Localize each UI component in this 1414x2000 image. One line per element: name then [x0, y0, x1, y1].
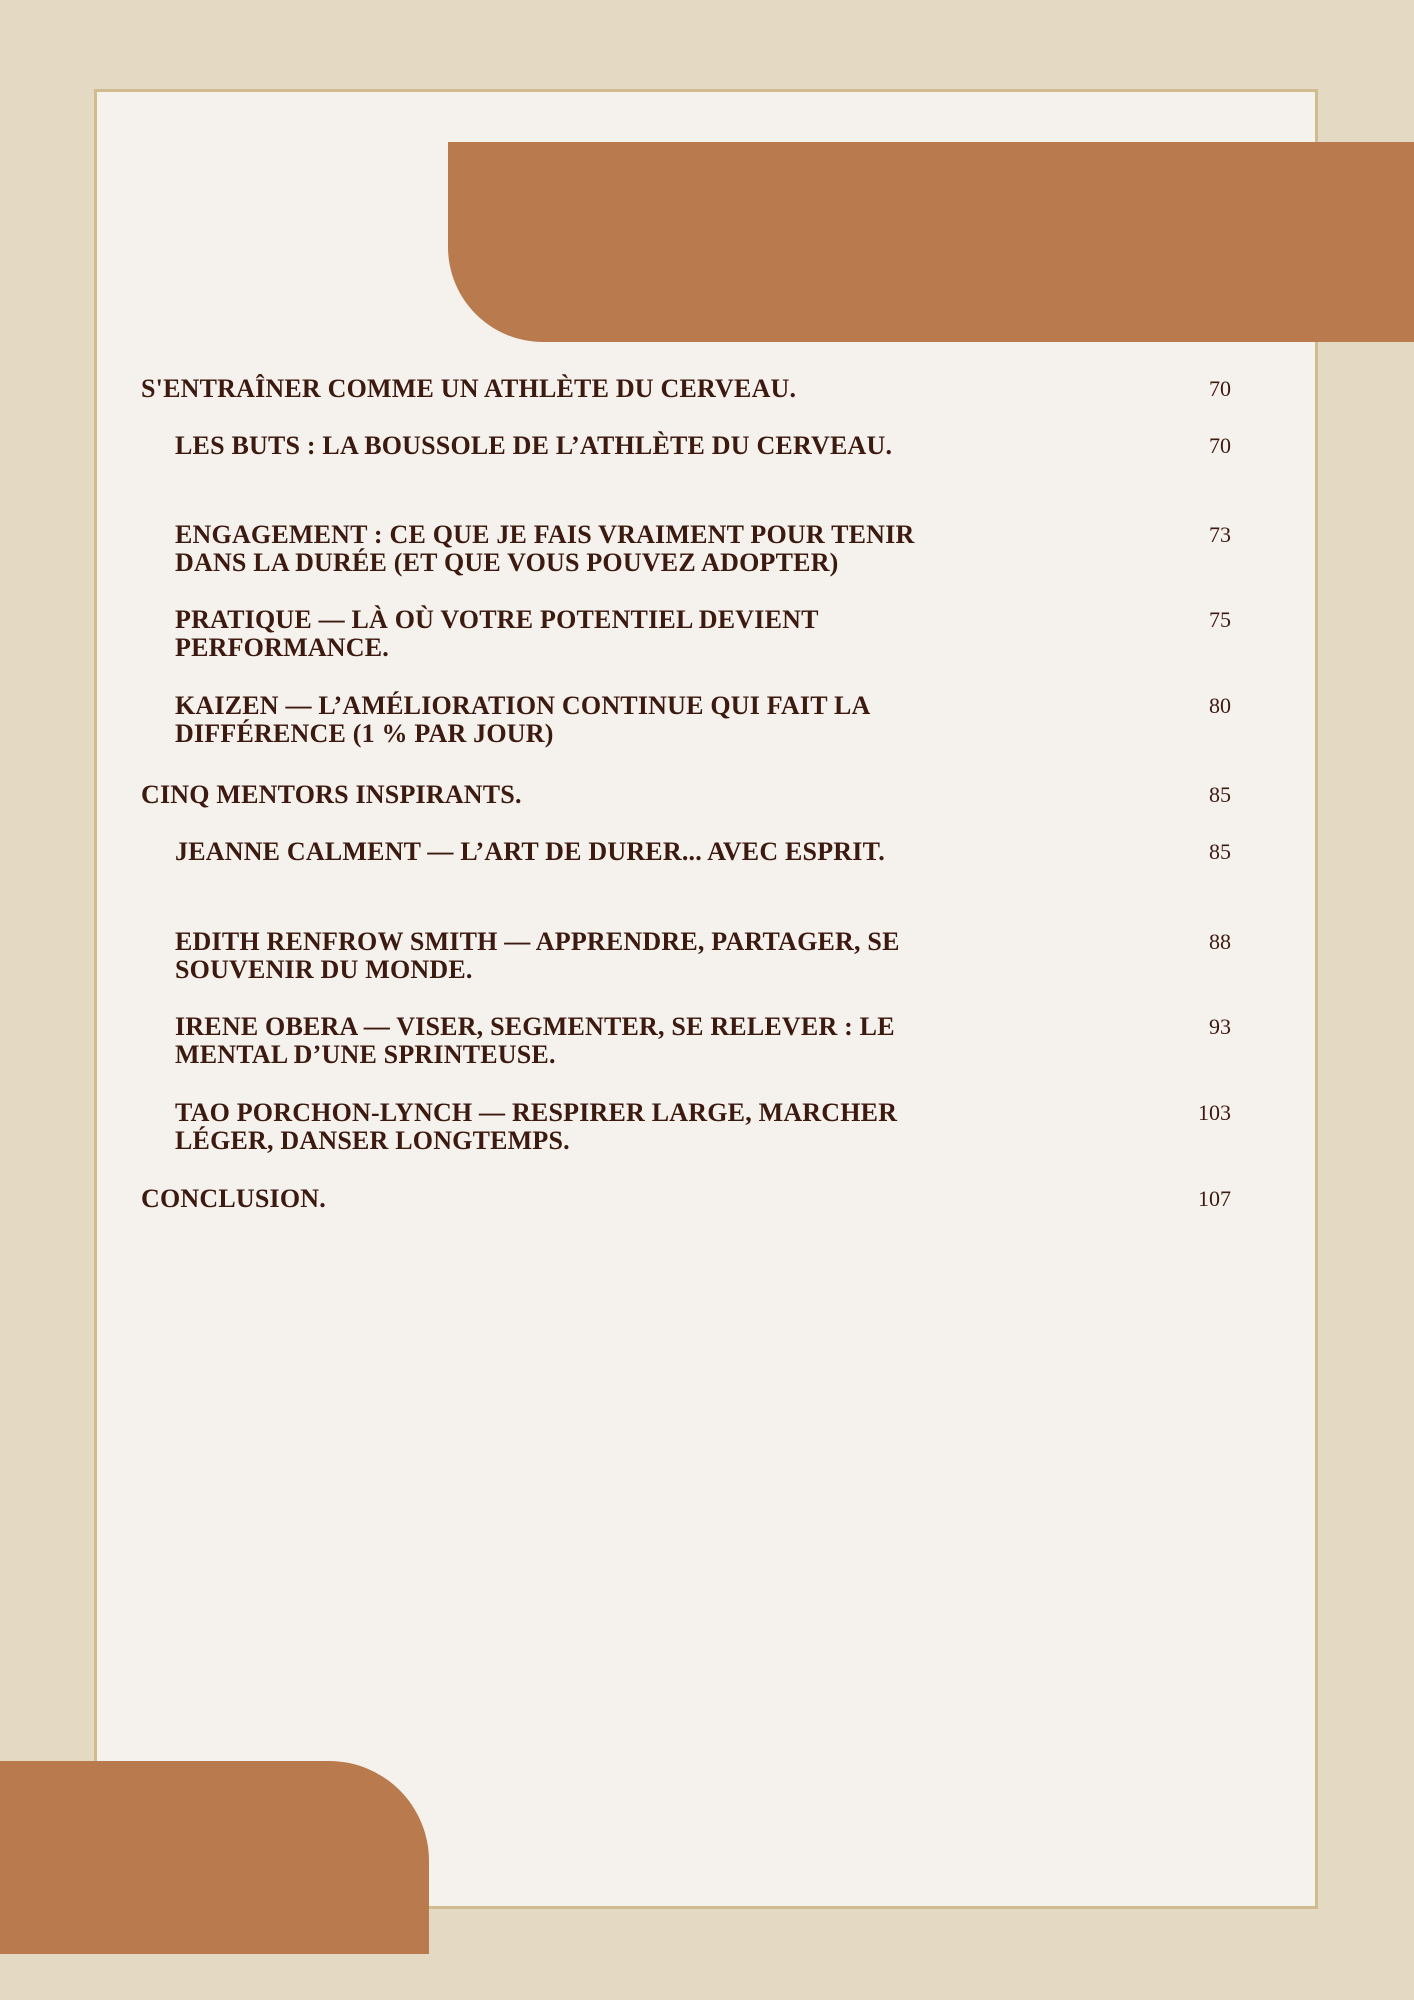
toc-entry-title: CONCLUSION.	[141, 1184, 326, 1213]
page-frame	[94, 89, 1318, 1909]
toc-entry-title: ENGAGEMENT : CE QUE JE FAIS VRAIMENT POUR TENIR DANS LA DURÉE (ET QUE VOUS POUVEZ ADOPTER)	[175, 520, 915, 577]
toc-entry-title: JEANNE CALMENT — L’ART DE DURER... AVEC ESPRIT.	[175, 837, 885, 866]
toc-entry-title: IRENE OBERA — VISER, SEGMENTER, SE RELEVER : LE MENTAL D’UNE SPRINTEUSE.	[175, 1012, 895, 1069]
toc-entry-page: 88	[1209, 929, 1231, 954]
toc-entry-page: 70	[1209, 376, 1231, 401]
toc-entry-page: 107	[1198, 1186, 1231, 1211]
toc-entry-page: 93	[1209, 1014, 1231, 1039]
toc-entry-title: CINQ MENTORS INSPIRANTS.	[141, 780, 522, 809]
toc-entry-title: EDITH RENFROW SMITH — APPRENDRE, PARTAGER, SE SOUVENIR DU MONDE.	[175, 927, 900, 984]
decorative-banner-bottom	[0, 1761, 429, 1954]
toc-entry-title: S'ENTRAÎNER COMME UN ATHLÈTE DU CERVEAU.	[141, 374, 797, 403]
toc-entry-title: KAIZEN — L’AMÉLIORATION CONTINUE QUI FAIT LA DIFFÉRENCE (1 % PAR JOUR)	[175, 691, 870, 748]
toc-entry-page: 103	[1198, 1100, 1231, 1125]
toc-entry-title: TAO PORCHON-LYNCH — RESPIRER LARGE, MARCHER LÉGER, DANSER LONGTEMPS.	[175, 1098, 898, 1155]
toc-entry-title: PRATIQUE — LÀ OÙ VOTRE POTENTIEL DEVIENT PERFORMANCE.	[175, 605, 819, 662]
toc-entry-page: 85	[1209, 782, 1231, 807]
toc-entry-page: 80	[1209, 693, 1231, 718]
toc-entry-page: 70	[1209, 433, 1231, 458]
decorative-banner-top	[448, 142, 1414, 342]
toc-entry-page: 75	[1209, 607, 1231, 632]
toc-entry-page: 73	[1209, 522, 1231, 547]
toc-entry-title: LES BUTS : LA BOUSSOLE DE L’ATHLÈTE DU CERVEAU.	[175, 431, 893, 460]
toc-entry-page: 85	[1209, 839, 1231, 864]
